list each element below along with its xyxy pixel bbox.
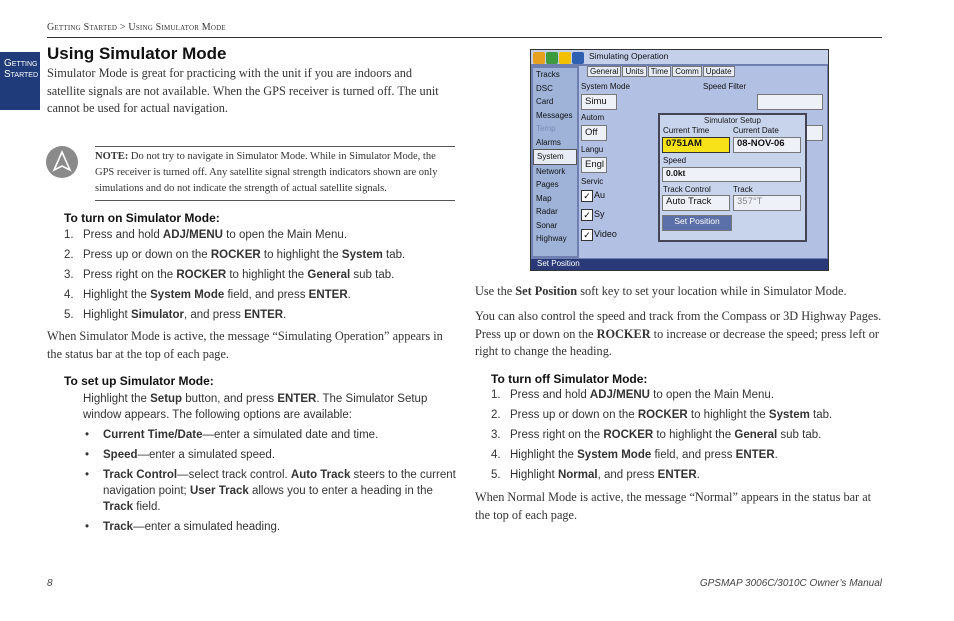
device-status-title: Simulating Operation xyxy=(589,51,669,61)
step-item: 1. Press and hold ADJ/MENU to open the Main Menu. xyxy=(64,229,348,241)
step-item: 5. Highlight Simulator, and press ENTER. xyxy=(64,309,287,321)
check-b-label: Sy xyxy=(594,209,605,219)
header-rule xyxy=(47,37,882,38)
page-title: Using Simulator Mode xyxy=(47,44,227,63)
system-mode-field[interactable]: Simu xyxy=(581,94,617,110)
language-field[interactable]: Engl xyxy=(581,157,607,173)
step-item: 4. Highlight the System Mode field, and press ENTER. xyxy=(64,289,351,301)
device-screenshot xyxy=(530,49,829,271)
step-number: 4. xyxy=(64,289,74,301)
device-softkey-bar xyxy=(531,259,828,270)
check-video-label: Video xyxy=(594,229,617,239)
setup-heading: To set up Simulator Mode: xyxy=(64,374,214,388)
step-number: 4. xyxy=(491,449,501,461)
time-field[interactable]: 0751AM xyxy=(662,137,730,153)
manual-title: GPSMAP 3006C/3010C Owner’s Manual xyxy=(699,578,882,589)
intro-paragraph: Simulator Mode is great for practicing with the unit if you are indoors and satellite signals are not available. When the GPS receiver is turned off. The unit cannot be used for actual navigation. xyxy=(47,66,439,115)
language-label: Langu xyxy=(581,145,604,154)
note-box xyxy=(95,146,455,201)
device-sidebar-item[interactable]: Network xyxy=(536,166,566,176)
setup-option-item: • Track Control—select track control. Auto Track steers to the current navigation point; User Track allows you to enter a heading in the Track field. xyxy=(85,469,456,513)
check-a[interactable]: ✓ xyxy=(581,190,593,202)
control-paragraph: You can also control the speed and track from the Compass or 3D Highway Pages. Press up or down on the ROCKER to increase or decrease the speed; press left or right to change the heading. xyxy=(475,309,882,358)
step-number: 3. xyxy=(491,429,501,441)
step-item: 2. Press up or down on the ROCKER to highlight the System tab. xyxy=(491,409,833,421)
track-control-label: Track Control xyxy=(663,185,711,194)
turn-on-steps xyxy=(64,229,454,329)
step-item: 5. Highlight Normal, and press ENTER. xyxy=(491,469,700,481)
device-sidebar xyxy=(533,68,577,256)
setup-option-item: • Track—enter a simulated heading. xyxy=(85,521,281,533)
breadcrumb: Getting Started > Using Simulator Mode xyxy=(47,22,226,33)
check-a-label: Au xyxy=(594,190,606,200)
device-sidebar-item[interactable]: Alarms xyxy=(536,137,561,147)
device-subtabs xyxy=(587,66,736,77)
device-sidebar-item[interactable]: Tracks xyxy=(536,70,560,79)
step-number: 2. xyxy=(491,409,501,421)
turn-off-heading: To turn off Simulator Mode: xyxy=(491,372,648,386)
speed-filter-label: Speed Filter xyxy=(703,82,747,91)
device-sidebar-item[interactable]: Messages xyxy=(536,110,573,120)
setup-option-item: • Current Time/Date—enter a simulated date and time. xyxy=(85,429,379,441)
step-number: 5. xyxy=(491,469,501,481)
current-time-label: Current Time xyxy=(663,126,710,135)
current-date-label: Current Date xyxy=(733,126,779,135)
note-icon xyxy=(46,146,78,178)
device-sidebar-item[interactable]: DSC xyxy=(536,83,553,93)
step-item: 4. Highlight the System Mode field, and press ENTER. xyxy=(491,449,778,461)
step-number: 3. xyxy=(64,269,74,281)
check-video[interactable]: ✓ xyxy=(581,229,593,241)
off-field[interactable]: Off xyxy=(581,125,607,141)
device-subtab[interactable]: Units xyxy=(622,66,646,77)
device-status-icons xyxy=(533,51,587,63)
softkey-paragraph: Use the Set Position soft key to set your location while in Simulator Mode. xyxy=(475,284,847,298)
device-subtab[interactable]: General xyxy=(587,66,621,77)
speed-field[interactable]: 0.0kt xyxy=(662,167,801,182)
side-section-tab: Getting Started xyxy=(0,52,40,110)
turn-off-steps xyxy=(491,389,881,489)
track-control-field[interactable]: Auto Track xyxy=(662,195,730,211)
device-sidebar-item[interactable]: Card xyxy=(536,97,554,106)
step-number: 1. xyxy=(64,229,74,241)
step-number: 5. xyxy=(64,309,74,321)
check-b[interactable]: ✓ xyxy=(581,209,593,221)
setup-intro: Highlight the Setup button, and press ENTER. The Simulator Setup window appears. The following options are available: xyxy=(83,393,428,421)
setup-option-item: • Speed—enter a simulated speed. xyxy=(85,449,275,461)
device-subtab[interactable]: Comm xyxy=(672,66,702,77)
device-sidebar-item[interactable]: Map xyxy=(536,193,552,203)
device-sidebar-item[interactable]: Temp xyxy=(536,124,556,133)
step-item: 2. Press up or down on the ROCKER to highlight the System tab. xyxy=(64,249,406,261)
speed-label: Speed xyxy=(663,156,687,165)
track-field[interactable]: 357°T xyxy=(733,195,801,211)
system-mode-label: System Mode xyxy=(581,82,630,91)
normal-message-paragraph: When Normal Mode is active, the message “Normal” appears in the status bar at the top of each page. xyxy=(475,490,872,522)
set-position-softkey[interactable]: Set Position xyxy=(537,259,580,268)
speed-filter-field[interactable] xyxy=(757,94,823,110)
note-text: Do not try to navigate in Simulator Mode. While in Simulator Mode, the GPS receiver is turned off. Any satellite signal strength indicators shown are only simulations and do not indicate the strength of actual satellite signals. xyxy=(95,151,438,194)
service-label: Servic xyxy=(581,177,604,186)
device-subtab[interactable]: Update xyxy=(703,66,735,77)
device-status-bar xyxy=(531,50,828,64)
device-sidebar-item[interactable]: Radar xyxy=(536,207,558,216)
step-item: 3. Press right on the ROCKER to highlight the General sub tab. xyxy=(491,429,822,441)
device-main-panel xyxy=(579,66,827,258)
page-number: 8 xyxy=(47,578,53,589)
step-number: 1. xyxy=(491,389,501,401)
active-message-paragraph: When Simulator Mode is active, the message “Simulating Operation” appears in the status bar at the top of each page. xyxy=(47,329,443,361)
device-sidebar-item[interactable]: Sonar xyxy=(536,220,558,230)
device-sidebar-item[interactable]: System xyxy=(533,149,577,165)
step-item: 1. Press and hold ADJ/MENU to open the Main Menu. xyxy=(491,389,775,401)
note-label: NOTE: xyxy=(95,151,129,162)
popup-title: Simulator Setup xyxy=(704,116,761,125)
setup-options xyxy=(83,427,458,539)
simulator-setup-popup xyxy=(658,113,807,242)
device-subtab[interactable]: Time xyxy=(648,66,671,77)
set-position-button[interactable]: Set Position xyxy=(662,215,732,231)
step-item: 3. Press right on the ROCKER to highlight the General sub tab. xyxy=(64,269,395,281)
track-label: Track xyxy=(733,185,753,194)
date-field[interactable]: 08-NOV-06 xyxy=(733,137,801,153)
device-sidebar-item[interactable]: Highway xyxy=(536,234,567,243)
step-number: 2. xyxy=(64,249,74,261)
turn-on-heading: To turn on Simulator Mode: xyxy=(64,211,220,225)
device-sidebar-item[interactable]: Pages xyxy=(536,180,559,189)
auto-label: Autom xyxy=(581,113,605,122)
